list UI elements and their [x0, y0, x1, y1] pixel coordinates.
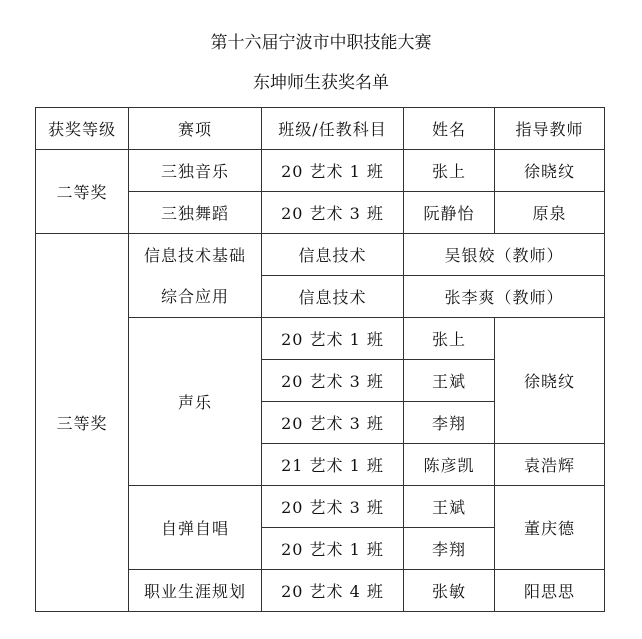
header-cell-class: 班级/任教科目	[262, 108, 404, 150]
class-cell: 20 艺术 4 班	[262, 570, 404, 612]
name-cell: 张李爽（教师）	[404, 276, 605, 318]
class-cell: 21 艺术 1 班	[262, 444, 404, 486]
event-name-line-2: 综合应用	[160, 286, 229, 306]
class-cell: 信息技术	[262, 276, 404, 318]
event-cell: 声乐	[129, 318, 262, 486]
teacher-cell: 徐晓纹	[495, 318, 605, 444]
header-cell-name: 姓名	[404, 108, 495, 150]
header-cell-level: 获奖等级	[36, 108, 129, 150]
class-cell: 20 艺术 3 班	[262, 402, 404, 444]
teacher-cell: 阳思思	[495, 570, 605, 612]
event-cell: 职业生涯规划	[129, 570, 262, 612]
teacher-cell: 袁浩辉	[495, 444, 605, 486]
name-cell: 吴银姣（教师）	[404, 234, 605, 276]
name-cell: 李翔	[404, 402, 495, 444]
event-cell	[129, 234, 262, 318]
award-level-cell: 三等奖	[36, 234, 129, 612]
class-cell: 信息技术	[262, 234, 404, 276]
teacher-cell: 原泉	[495, 192, 605, 234]
teacher-cell: 徐晓纹	[495, 150, 605, 192]
class-cell: 20 艺术 3 班	[262, 486, 404, 528]
name-cell: 陈彦凯	[404, 444, 495, 486]
event-cell: 三独音乐	[129, 150, 262, 192]
class-cell: 20 艺术 3 班	[262, 192, 404, 234]
header-row	[36, 108, 605, 150]
name-cell: 张敏	[404, 570, 495, 612]
header-cell-teacher: 指导教师	[495, 108, 605, 150]
award-table	[35, 107, 605, 612]
name-cell: 李翔	[404, 528, 495, 570]
class-cell: 20 艺术 1 班	[262, 318, 404, 360]
name-cell: 阮静怡	[404, 192, 495, 234]
table-row	[36, 150, 605, 192]
teacher-cell: 董庆德	[495, 486, 605, 570]
header-cell-event: 赛项	[129, 108, 262, 150]
name-cell: 张上	[404, 150, 495, 192]
document-subtitle: 东坤师生获奖名单	[253, 73, 389, 93]
document-title: 第十六届宁波市中职技能大赛	[210, 33, 432, 53]
class-cell: 20 艺术 1 班	[262, 150, 404, 192]
event-name-line-1: 信息技术基础	[143, 245, 246, 265]
event-cell: 三独舞蹈	[129, 192, 262, 234]
name-cell: 王斌	[404, 486, 495, 528]
class-cell: 20 艺术 3 班	[262, 360, 404, 402]
class-cell: 20 艺术 1 班	[262, 528, 404, 570]
table-row	[36, 234, 605, 276]
name-cell: 张上	[404, 318, 495, 360]
award-level-cell: 二等奖	[36, 150, 129, 234]
event-cell: 自弹自唱	[129, 486, 262, 570]
name-cell: 王斌	[404, 360, 495, 402]
